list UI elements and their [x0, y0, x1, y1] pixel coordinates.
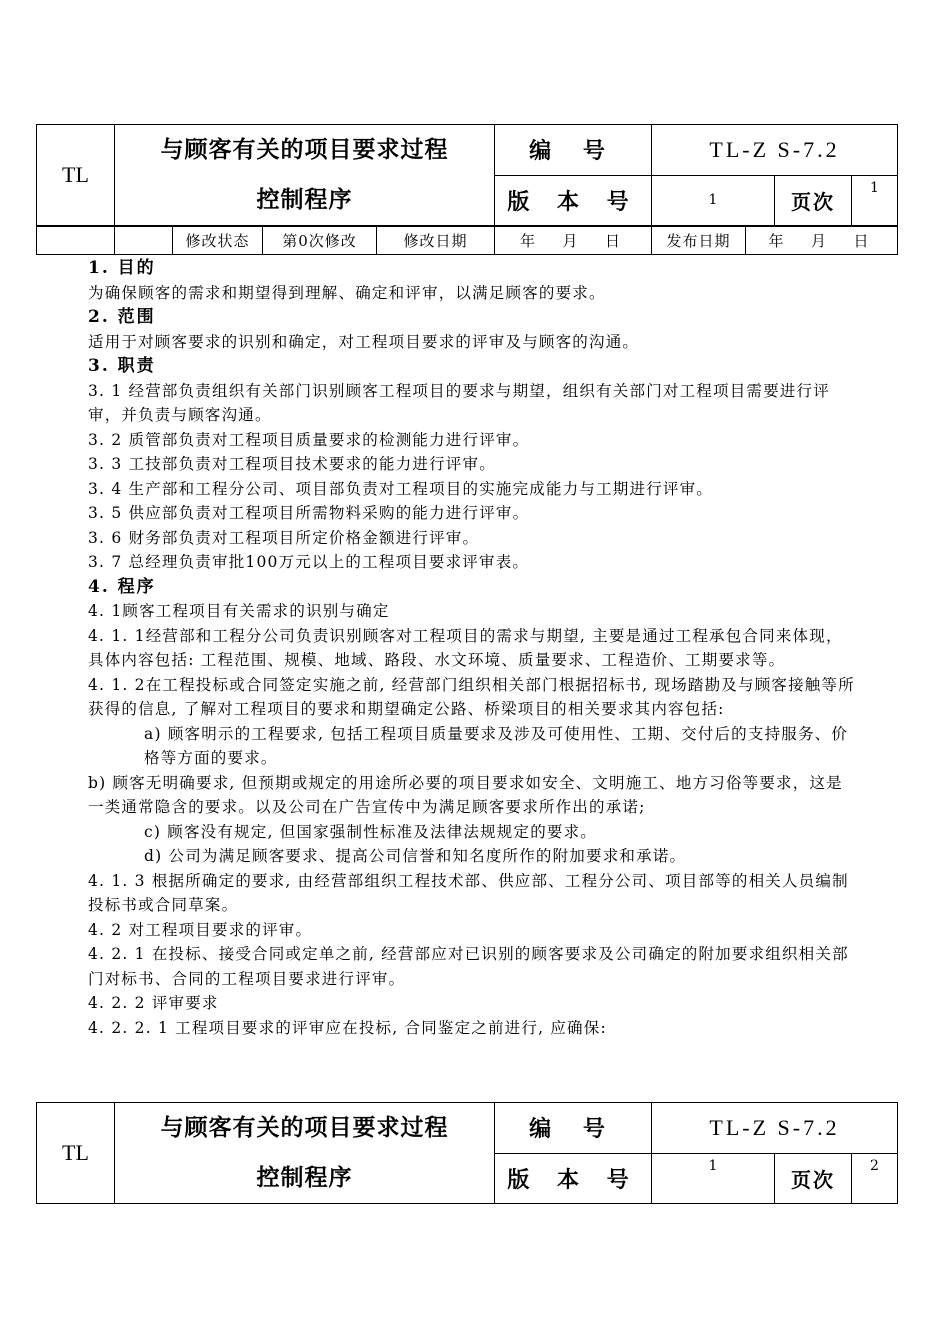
- title-line-1: 与顾客有关的项目要求过程: [160, 136, 449, 163]
- page-2-header: [36, 1102, 898, 1204]
- section-1-title: 1. 目的: [88, 258, 156, 278]
- document-title: [115, 125, 495, 226]
- section-3-7: 3. 7 总经理负责审批100万元以上的工程项目要求评审表。: [88, 553, 530, 571]
- list-item-b: b) 顾客无明确要求, 但预期或规定的用途所必要的项目要求如安全、文明施工、地方习俗等要求，这是一类通常隐含的要求。以及公司在广告宣传中为满足顾客要求所作出的承诺;: [88, 773, 843, 816]
- company-logo: TL: [37, 125, 115, 226]
- status-label: 修改状态: [173, 227, 263, 255]
- mod-date-label: 修改日期: [377, 227, 495, 255]
- section-4-2-2-1: 4. 2. 2. 1 工程项目要求的评审应在投标, 合同鉴定之前进行, 应确保:: [88, 1018, 607, 1037]
- section-4-1-3: 4. 1. 3 根据所确定的要求, 由经营部组织工程技术部、供应部、工程分公司、项目部等的相关人员编制投标书或合同草案。: [88, 871, 849, 914]
- document-title: [115, 1103, 495, 1204]
- document-body: [88, 256, 856, 1040]
- page-value: 2: [852, 1153, 898, 1204]
- document-header: [36, 124, 898, 226]
- section-4-2-1: 4. 2. 1 在投标、接受合同或定单之前, 经营部应对已识别的顾客要求及公司确定的附加要求组织相关部门对标书、合同的工程项目要求进行评审。: [88, 945, 849, 988]
- section-3-1: 3. 1 经营部负责组织有关部门识别顾客工程项目的要求与期望，组织有关部门对工程项目需要进行评审，并负责与顾客沟通。: [88, 381, 830, 424]
- page-value: 1: [852, 175, 898, 226]
- list-item-a: a) 顾客明示的工程要求, 包括工程项目质量要求及涉及可使用性、工期、交付后的支持服务、价格等方面的要求。: [144, 724, 849, 767]
- pub-date-label: 发布日期: [652, 227, 746, 255]
- company-logo: TL: [37, 1103, 115, 1204]
- section-2-title: 2. 范围: [88, 307, 156, 327]
- section-3-4: 3. 4 生产部和工程分公司、项目部负责对工程项目的实施完成能力与工期进行评审。: [88, 479, 714, 498]
- pub-date-value: 年 月 日: [746, 227, 898, 255]
- section-4-1-1: 4. 1. 1经营部和工程分公司负责识别顾客对工程项目的需求与期望, 主要是通过工程承包合同来体现，具体内容包括: 工程范围、规模、地域、路段、水文环境、质量要求、工程造价、工期要求等。: [88, 626, 843, 669]
- version-value: 1: [652, 175, 775, 226]
- section-1-text: 为确保顾客的需求和期望得到理解、确定和评审，以满足顾客的要求。: [88, 283, 606, 302]
- revision-blank-2: [115, 227, 173, 255]
- section-2-text: 适用于对顾客要求的识别和确定，对工程项目要求的评审及与顾客的沟通。: [88, 332, 640, 351]
- version-value: 1: [652, 1153, 775, 1204]
- mod-date-value: 年 月 日: [495, 227, 652, 255]
- page-label: 页次: [775, 175, 852, 226]
- page-label: 页次: [775, 1153, 852, 1204]
- section-4-2: 4. 2 对工程项目要求的评审。: [88, 920, 313, 939]
- title-line-2: 控制程序: [256, 186, 353, 213]
- section-4-1: 4. 1顾客工程项目有关需求的识别与确定: [88, 602, 390, 620]
- title-line-1: 与顾客有关的项目要求过程: [160, 1114, 449, 1141]
- version-label: 版 本 号: [495, 175, 652, 226]
- version-label: 版 本 号: [495, 1153, 652, 1204]
- revision-row: [36, 226, 898, 255]
- section-3-2: 3. 2 质管部负责对工程项目质量要求的检测能力进行评审。: [88, 430, 530, 449]
- code-value: TL-Z S-7.2: [652, 125, 898, 176]
- section-3-6: 3. 6 财务部负责对工程项目所定价格金额进行评审。: [88, 528, 480, 547]
- list-item-d: d) 公司为满足顾客要求、提高公司信誉和知名度所作的附加要求和承诺。: [144, 847, 687, 865]
- section-4-1-2: 4. 1. 2在工程投标或合同签定实施之前, 经营部门组织相关部门根据招标书, 现场踏勘及与顾客接触等所获得的信息, 了解对工程项目的要求和期望确定公路、桥梁项目的相关要求其内容包括:: [88, 675, 855, 718]
- code-value: TL-Z S-7.2: [652, 1103, 898, 1154]
- section-3-5: 3. 5 供应部负责对工程项目所需物料采购的能力进行评审。: [88, 504, 530, 522]
- section-3-3: 3. 3 工技部负责对工程项目技术要求的能力进行评审。: [88, 455, 496, 473]
- list-item-c: c) 顾客没有规定, 但国家强制性标准及法律法规规定的要求。: [144, 822, 598, 841]
- section-3-title: 3. 职责: [88, 356, 156, 376]
- code-label: 编 号: [495, 125, 652, 176]
- code-label: 编 号: [495, 1103, 652, 1154]
- title-line-2: 控制程序: [256, 1164, 353, 1191]
- section-4-2-2: 4. 2. 2 评审要求: [88, 994, 219, 1012]
- section-4-title: 4. 程序: [88, 576, 156, 597]
- revision-blank: [37, 227, 115, 255]
- status-value: 第0次修改: [263, 227, 377, 255]
